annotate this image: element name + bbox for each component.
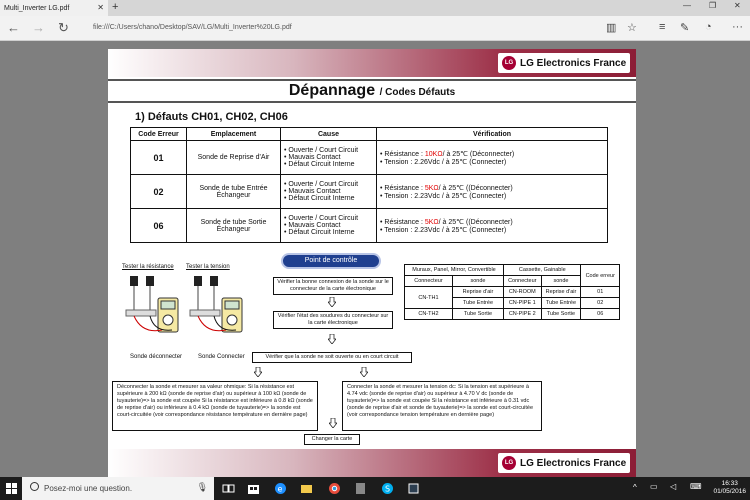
back-icon[interactable]: ←: [7, 20, 20, 35]
brand-name: LG Electronics France: [520, 457, 627, 469]
task-view-icon[interactable]: [222, 482, 235, 495]
flow-step-solder: Vérifier l'état des soudures du connecteur sur la carte électronique: [273, 311, 393, 329]
table-row: [405, 287, 620, 298]
code-cell: 06: [131, 209, 187, 243]
table-row: [131, 175, 608, 209]
arrow-down-icon: [254, 367, 262, 377]
cause-cell: [281, 175, 377, 209]
chrome-icon[interactable]: [328, 482, 341, 495]
code-cell: 02: [131, 175, 187, 209]
section-title: 1) Défauts CH01, CH02, CH06: [135, 111, 288, 123]
verif-resistance: • Résistance : 10KΩ/ à 25℃ (Déconnecter): [380, 150, 607, 158]
verif-resistance: • Résistance : 5KΩ/ à 25℃ ((Déconnecter): [380, 218, 607, 226]
conn-header-cassette: Cassette, Gainable: [504, 265, 581, 276]
network-icon[interactable]: ▭: [650, 482, 658, 491]
share-icon[interactable]: ◔: [705, 21, 712, 33]
page-subtitle: / Codes Défauts: [379, 87, 456, 98]
hub-icon[interactable]: ≡: [659, 21, 666, 33]
connector-table: [404, 264, 620, 320]
address-bar: [0, 16, 750, 41]
note-icon[interactable]: ✎: [680, 22, 690, 34]
header-verification: Vérification: [377, 128, 608, 141]
cause-item: • Défaut Circuit Interne: [284, 161, 376, 168]
conn-subheader: Connecteur: [405, 276, 453, 287]
footer-band: [108, 449, 636, 477]
header-band: [108, 49, 636, 77]
table-row: [131, 141, 608, 175]
conn-cell: Reprise d'air: [452, 287, 503, 298]
label-test-tension: Tester la tension: [186, 264, 230, 270]
cause-item: • Ouverte / Court Circuit: [284, 181, 376, 188]
page-title-row: [108, 79, 636, 103]
cause-item: • Défaut Circuit Interne: [284, 195, 376, 202]
resistance-meter-icon: [122, 274, 182, 346]
edge-icon[interactable]: [274, 482, 287, 495]
forward-icon[interactable]: →: [32, 20, 45, 35]
tension-meter-icon: [186, 274, 246, 346]
conn-cell: Reprise d'air: [541, 287, 581, 298]
header-cause: Cause: [281, 128, 377, 141]
conn-cell: CN-ROOM: [504, 287, 541, 298]
keyboard-icon[interactable]: ⌨: [690, 482, 702, 491]
verif-tension: • Tension : 2.23Vdc / à 25℃ (Connecter): [380, 192, 607, 200]
search-placeholder: Posez-moi une question.: [44, 484, 133, 493]
location-cell: Sonde de tube Entrée Échangeur: [187, 175, 281, 209]
file-explorer-icon[interactable]: [300, 482, 313, 495]
arrow-down-icon: [329, 418, 337, 428]
verif-tension: • Tension : 2.23Vdc / à 25℃ (Connecter): [380, 226, 607, 234]
svg-text:e: e: [277, 484, 283, 494]
conn-cell: 06: [581, 309, 620, 320]
table-row: [131, 209, 608, 243]
brand-box: [498, 53, 630, 73]
cause-item: • Ouverte / Court Circuit: [284, 215, 376, 222]
table-row: [405, 309, 620, 320]
system-clock[interactable]: [713, 480, 746, 496]
label-probe-disconnected: Sonde déconnecter: [130, 354, 183, 360]
cause-item: • Mauvais Contact: [284, 222, 376, 229]
page-title: Dépannage: [288, 82, 376, 99]
conn-cell: Tube Sortie: [541, 309, 581, 320]
favorite-star-icon[interactable]: ☆: [627, 22, 637, 34]
calculator-icon[interactable]: [354, 482, 367, 495]
arrow-down-icon: [360, 367, 368, 377]
verification-cell: [377, 175, 608, 209]
verification-cell: [377, 209, 608, 243]
conn-subheader: Connecteur: [504, 276, 541, 287]
new-tab-button[interactable]: +: [112, 1, 119, 13]
tab-pdf[interactable]: [0, 0, 108, 16]
label-test-resistance: Tester la résistance: [122, 264, 174, 270]
conn-cell: Tube Sortie: [452, 309, 503, 320]
notification-chevron-icon[interactable]: ^: [633, 483, 637, 492]
close-window-icon[interactable]: ✕: [734, 1, 741, 10]
control-point-button[interactable]: Point de contrôle: [281, 253, 381, 269]
table-header-row: [131, 128, 608, 141]
microphone-icon[interactable]: 🎙: [196, 482, 208, 492]
conn-cell: 01: [581, 287, 620, 298]
maximize-icon[interactable]: ❐: [709, 1, 717, 10]
error-codes-table: [130, 127, 608, 243]
conn-cell: 02: [581, 298, 620, 309]
cause-cell: [281, 209, 377, 243]
tab-bar: [0, 0, 750, 16]
cause-cell: [281, 141, 377, 175]
close-tab-icon[interactable]: ✕: [97, 3, 104, 12]
location-cell: Sonde de tube Sortie Échangeur: [187, 209, 281, 243]
location-cell: Sonde de Reprise d'Air: [187, 141, 281, 175]
cause-item: • Mauvais Contact: [284, 154, 376, 161]
flow-step-connection: Vérifier la bonne connexion de la sonde sur le connecteur de la carte électronique: [273, 277, 393, 295]
arrow-down-icon: [328, 334, 336, 344]
url-field[interactable]: file:///C:/Users/chano/Desktop/SAV/LG/Multi_Inverter%20LG.pdf: [93, 24, 292, 31]
pdf-page: [108, 41, 636, 477]
tab-title: Multi_Inverter LG.pdf: [4, 4, 70, 12]
windows-start-icon[interactable]: [6, 483, 17, 494]
clock-time: 16:33: [721, 480, 738, 487]
flow-tension-check: Connecter la sonde et mesurer la tension dc: Si la tension est supérieure à 4.74 vdc (sonde de reprise d'air) ou supérieur à 4.70 V dc (sonde de tuyauterie)=> la sonde est coupée Si la résistance est inférieure à 0.31 vdc (sonde de reprise d'air et sonde de tuyauterie)=> la sonde est court-circuitée (voir correspondance tension température en dernière page): [342, 381, 542, 431]
conn-cell: CN-PIPE 2: [504, 309, 541, 320]
header-location: Emplacement: [187, 128, 281, 141]
more-icon[interactable]: ···: [732, 21, 743, 33]
conn-header-code: Code erreur: [581, 265, 620, 287]
flow-step-check-probe: Vérifier que la sonde ne soit ouverte ou en court circuit: [252, 352, 412, 363]
conn-cell: CN-PIPE 1: [504, 298, 541, 309]
search-box[interactable]: [22, 477, 214, 500]
taskbar: [0, 477, 750, 500]
lg-logo-icon: LG: [502, 456, 516, 470]
lg-logo-icon: LG: [502, 56, 516, 70]
conn-cell: Tube Entrée: [452, 298, 503, 309]
reading-view-icon[interactable]: ▥: [606, 22, 617, 34]
pdf-viewer[interactable]: [0, 41, 750, 477]
verification-cell: [377, 141, 608, 175]
brand-box: [498, 453, 630, 473]
conn-header-wall: Muraux, Panel, Mirror, Convertible: [405, 265, 504, 276]
verif-tension: • Tension : 2.26Vdc / à 25℃ (Connecter): [380, 158, 607, 166]
page-gap: [108, 41, 636, 49]
skype-icon[interactable]: [381, 482, 394, 495]
svg-text:S: S: [385, 484, 391, 494]
verif-resistance: • Résistance : 5KΩ/ à 25℃ ((Déconnecter): [380, 184, 607, 192]
conn-cell: Tube Entrée: [541, 298, 581, 309]
conn-subheader: sonde: [452, 276, 503, 287]
brand-name: LG Electronics France: [520, 57, 627, 69]
flow-change-card: Changer la carte: [304, 434, 360, 445]
cause-item: • Mauvais Contact: [284, 188, 376, 195]
code-cell: 01: [131, 141, 187, 175]
label-probe-connected: Sonde Connecter: [198, 354, 245, 360]
cause-item: • Ouverte / Court Circuit: [284, 147, 376, 154]
refresh-icon[interactable]: ↻: [58, 20, 69, 35]
header-code: Code Erreur: [131, 128, 187, 141]
minimize-icon[interactable]: —: [683, 1, 691, 10]
cortana-icon: [30, 482, 39, 491]
conn-subheader: sonde: [541, 276, 581, 287]
app-icon[interactable]: [407, 482, 420, 495]
store-icon[interactable]: [247, 482, 260, 495]
cause-item: • Défaut Circuit Interne: [284, 229, 376, 236]
conn-cell: CN-TH2: [405, 309, 453, 320]
arrow-down-icon: [328, 297, 336, 307]
clock-date: 01/05/2016: [713, 488, 746, 495]
volume-icon[interactable]: ◁: [670, 482, 677, 491]
flow-resistance-check: Déconnecter la sonde et mesurer sa valeur ohmique: Si la résistance est supérieure à 200 kΩ (sonde de reprise d'air) ou supérieur à 100 kΩ (sonde de tuyauterie)=> la sonde est coupée Si la résistance est inférieure à 0.8 kΩ (sonde de reprise d'air) ou inférieure à 0.4 kΩ (sonde de tuyauterie)=> la sonde est court-circuitée (voir correspondance résistance température en dernière page): [112, 381, 318, 431]
conn-cell: CN-TH1: [405, 287, 453, 309]
